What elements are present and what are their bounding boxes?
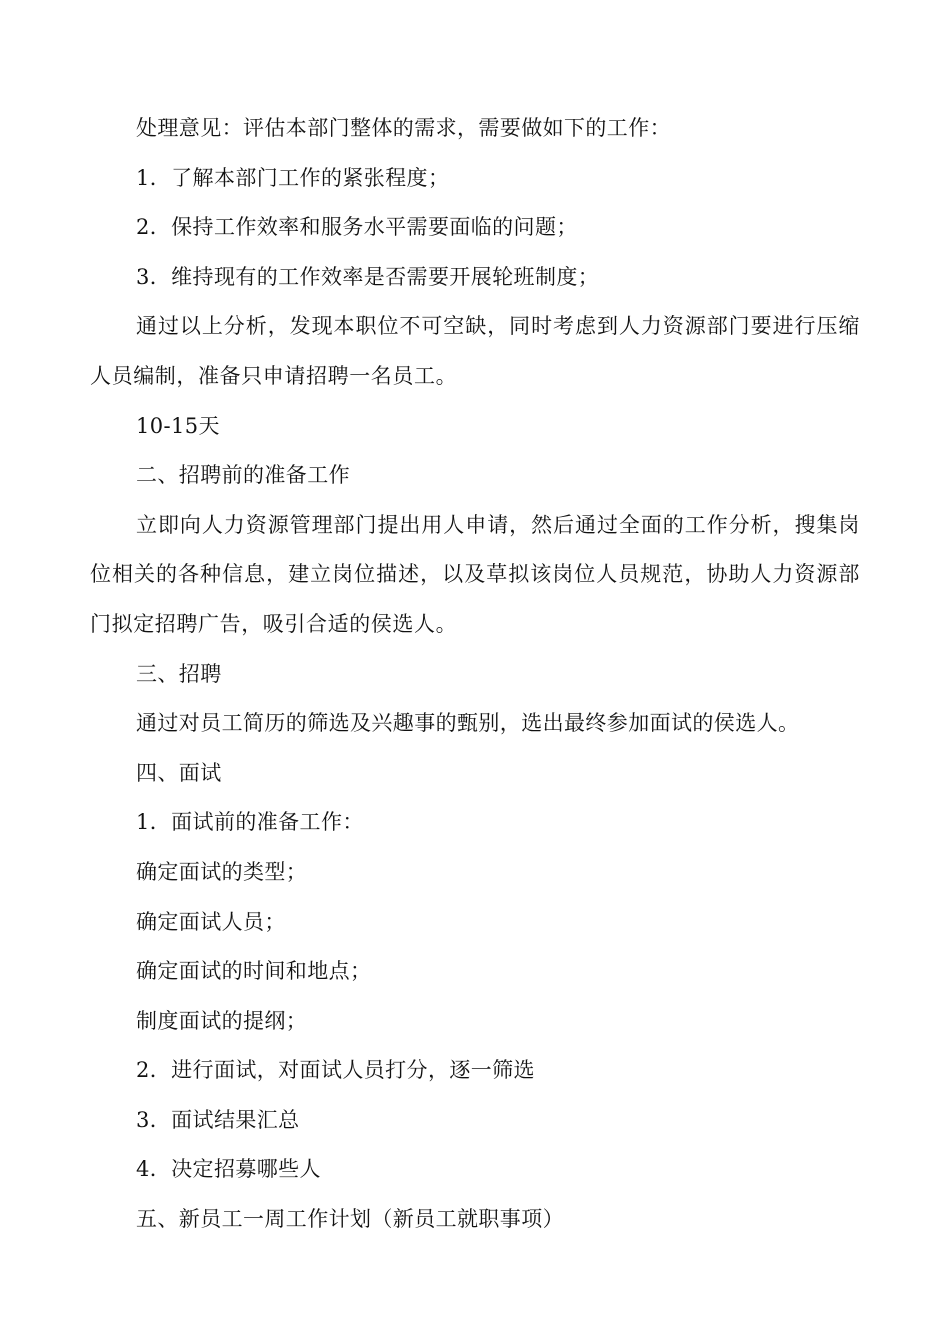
paragraph-preparation: 立即向人力资源管理部门提出用人申请，然后通过全面的工作分析，搜集岗位相关的各种信息，建立岗位描述，以及草拟该岗位人员规范，协助人力资源部门拟定招聘广告，吸引合适的侯选人。 — [90, 512, 860, 636]
paragraph-screening: 通过对员工简历的筛选及兴趣事的甄别，选出最终参加面试的侯选人。 — [136, 711, 800, 736]
section-heading-4: 四、面试 — [136, 760, 222, 785]
document-body — [90, 104, 860, 1245]
list-item-3: 3．维持现有的工作效率是否需要开展轮班制度； — [136, 264, 600, 289]
interview-sub-item-type: 确定面试的类型； — [136, 859, 308, 884]
interview-item-3: 3．面试结果汇总 — [136, 1107, 300, 1132]
paragraph-handling-opinion: 处理意见：评估本部门整体的需求，需要做如下的工作： — [136, 116, 671, 140]
interview-item-4: 4．决定招募哪些人 — [136, 1157, 321, 1182]
section-heading-5: 五、新员工一周工作计划（新员工就职事项） — [136, 1207, 564, 1232]
section-heading-3: 三、招聘 — [136, 661, 222, 686]
section-heading-2: 二、招聘前的准备工作 — [136, 463, 350, 488]
list-item-2: 2．保持工作效率和服务水平需要面临的问题； — [136, 215, 578, 240]
interview-sub-item-time-place: 确定面试的时间和地点； — [136, 959, 372, 984]
interview-sub-item-outline: 制度面试的提纲； — [136, 1008, 308, 1033]
paragraph-duration: 10-15天 — [136, 413, 220, 438]
interview-item-1: 1．面试前的准备工作： — [136, 810, 364, 835]
interview-sub-item-staff: 确定面试人员； — [136, 909, 286, 934]
interview-item-2: 2．进行面试，对面试人员打分，逐一筛选 — [136, 1058, 535, 1083]
list-item-1: 1．了解本部门工作的紧张程度； — [136, 165, 450, 190]
paragraph-analysis: 通过以上分析，发现本职位不可空缺，同时考虑到人力资源部门要进行压缩人员编制，准备只申请招聘一名员工。 — [90, 314, 860, 388]
